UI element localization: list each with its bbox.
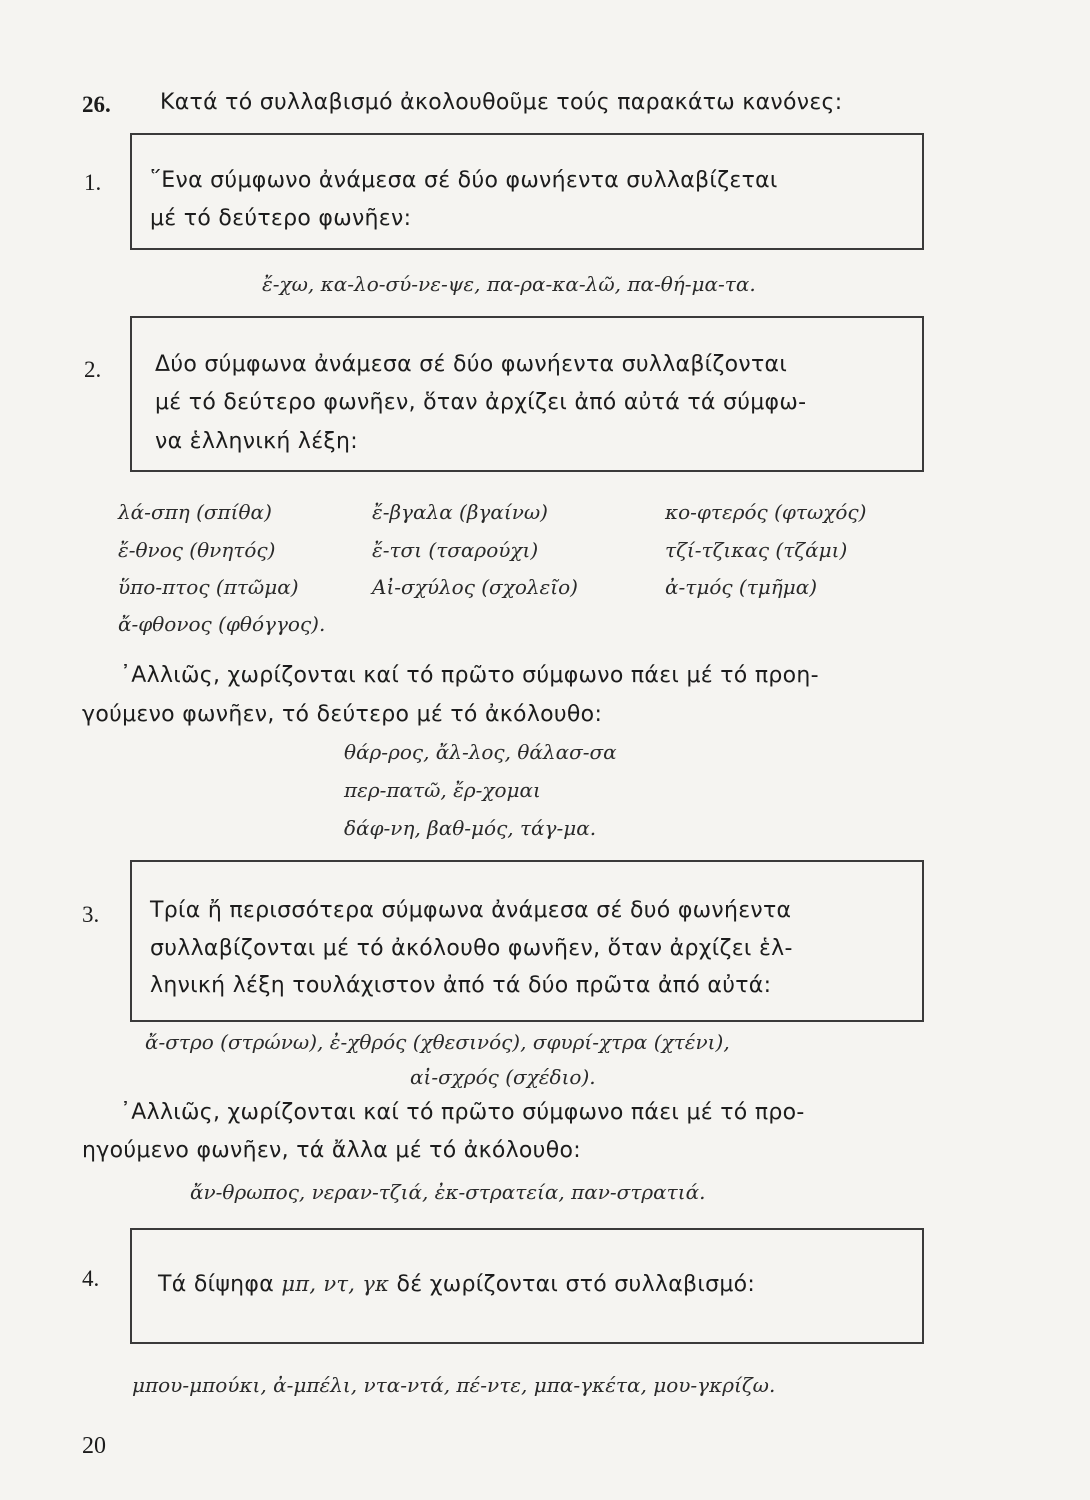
rule-3-example: αἰ-σχρός (σχέδιο). bbox=[410, 1065, 596, 1089]
rule-2-otherwise-line-1: ᾿Αλλιῶς, χωρίζονται καί τό πρῶτο σύμφωνο πάει μέ τό προη- bbox=[120, 663, 819, 688]
rule-4-text: Τά δίψηφα μπ, ντ, γκ δέ χωρίζονται στό συλλαβισμό: bbox=[158, 1272, 756, 1297]
rule-4-number: 4. bbox=[82, 1266, 100, 1291]
rule-1-line-2: μέ τό δεύτερο φωνῆεν: bbox=[150, 206, 412, 231]
section-title: Κατά τό συλλαβισμό ἀκολουθοῦμε τούς παρακάτω κανόνες: bbox=[160, 90, 843, 115]
rule-2-line-1: Δύο σύμφωνα ἀνάμεσα σέ δύο φωνήεντα συλλαβίζονται bbox=[155, 352, 788, 377]
rule-2-example: ἔ-θνος (θνητός) bbox=[118, 538, 276, 562]
rule-2-number: 2. bbox=[84, 357, 102, 382]
section-number: 26. bbox=[82, 92, 111, 117]
rule-2-otherwise-line-2: γούμενο φωνῆεν, τό δεύτερο μέ τό ἀκόλουθο: bbox=[82, 702, 603, 727]
rule-2-line-3: να ἑλληνική λέξη: bbox=[155, 429, 358, 454]
rule-3-otherwise-example: ἄν-θρωπος, νεραν-τζιά, ἐκ-στρατεία, παν-στρατιά. bbox=[190, 1180, 706, 1204]
rule-2-example: ἄ-φθονος (φθόγγος). bbox=[118, 612, 326, 636]
rule-2-example: ὕπο-πτος (πτῶμα) bbox=[118, 575, 299, 599]
page-number: 20 bbox=[82, 1433, 106, 1459]
rule-3-line-3: ληνική λέξη τουλάχιστον ἀπό τά δύο πρῶτα ἀπό αὐτά: bbox=[150, 973, 772, 998]
rule-2-example: λά-σπη (σπίθα) bbox=[118, 500, 272, 524]
rule-2-otherwise-example: δάφ-νη, βαθ-μός, τάγ-μα. bbox=[344, 816, 597, 840]
rule-1-number: 1. bbox=[84, 170, 102, 195]
rule-3-line-1: Τρία ἤ περισσότερα σύμφωνα ἀνάμεσα σέ δυό φωνήεντα bbox=[150, 898, 792, 923]
rule-3-otherwise-line-1: ᾿Αλλιῶς, χωρίζονται καί τό πρῶτο σύμφωνο πάει μέ τό προ- bbox=[120, 1100, 805, 1125]
rule-2-example: ἔ-τσι (τσαρούχι) bbox=[372, 538, 539, 562]
rule-4-example: μπου-μπούκι, ἀ-μπέλι, ντα-ντά, πέ-ντε, μπα-γκέτα, μου-γκρίζω. bbox=[132, 1373, 776, 1397]
rule-2-otherwise-example: θάρ-ρος, ἄλ-λος, θάλασ-σα bbox=[344, 740, 617, 764]
rule-2-example: τζί-τζικας (τζάμι) bbox=[665, 538, 848, 562]
rule-3-example: ἄ-στρο (στρώνω), ἐ-χθρός (χθεσινός), σφυρί-χτρα (χτένι), bbox=[145, 1030, 730, 1054]
rule-2-example: ἀ-τμός (τμῆμα) bbox=[665, 575, 818, 599]
rule-1-line-1: ῞Ενα σύμφωνο ἀνάμεσα σέ δύο φωνήεντα συλλαβίζεται bbox=[150, 168, 778, 193]
rule-2-example: κο-φτερός (φτωχός) bbox=[665, 500, 867, 524]
rule-3-otherwise-line-2: ηγούμενο φωνῆεν, τά ἄλλα μέ τό ἀκόλουθο: bbox=[82, 1138, 581, 1163]
rule-2-example: ἔ-βγαλα (βγαίνω) bbox=[372, 500, 548, 524]
rule-1-example: ἔ-χω, κα-λο-σύ-νε-ψε, πα-ρα-κα-λῶ, πα-θή-μα-τα. bbox=[262, 272, 756, 296]
rule-3-line-2: συλλαβίζονται μέ τό ἀκόλουθο φωνῆεν, ὅταν ἀρχίζει ἑλ- bbox=[150, 936, 793, 961]
rule-3-number: 3. bbox=[82, 902, 100, 927]
rule-4-digraphs: μπ, ντ, γκ bbox=[281, 1272, 390, 1296]
rule-2-example: Αἰ-σχύλος (σχολεῖο) bbox=[372, 575, 578, 599]
rule-2-otherwise-example: περ-πατῶ, ἔρ-χομαι bbox=[344, 778, 541, 802]
rule-2-line-2: μέ τό δεύτερο φωνῆεν, ὅταν ἀρχίζει ἀπό αὐτά τά σύμφω- bbox=[155, 390, 807, 415]
